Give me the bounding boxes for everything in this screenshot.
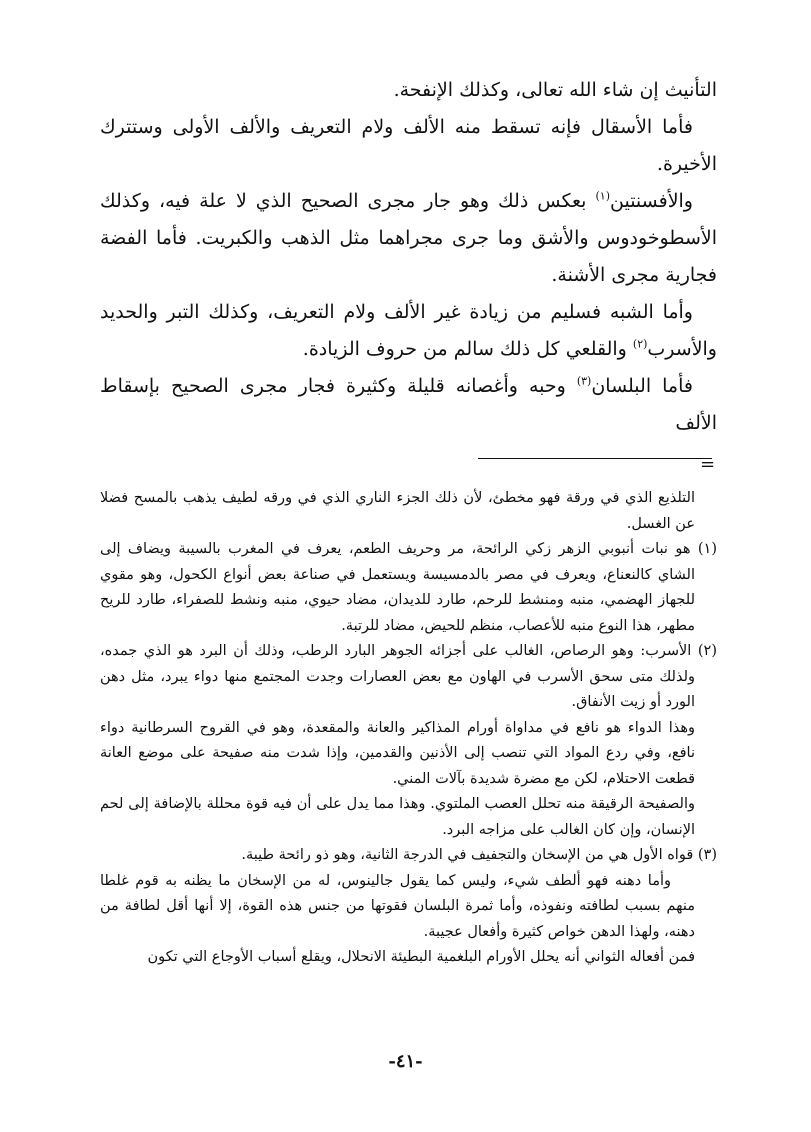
footnote-3-paragraph-2: وأما دهنه فهو ألطف شيء، وليس كما يقول جالينوس، له من الإسخان ما يظنه به قوم غلطا منهم بسبب لطافته ونفوذه، وأما ثمرة البلسان فقوتها من جنس هذه القوة، إلا أنها أقل لطافة من دهنه، ولهذا الدهن خواص كثيرة وأفعال عجيبة. (100, 872, 695, 940)
paragraph-2: فأما الأسقال فإنه تسقط منه الألف ولام التعريف والألف الأولى وستترك الأخيرة. (100, 116, 717, 175)
footnote-continuation-mark: = (700, 454, 716, 475)
footnote-2: (٢) الأسرب: وهو الرصاص، الغالب على أجزائه الجوهر البارد الرطب، وذلك أن البرد هو الذي جمده، ولذلك متى سحق الأسرب في الهاون مع بعض العصارات وجدت المجتمع منها دواء يبرد، مثل دهن الورد أو زيت الأنفاق. (100, 643, 717, 710)
paragraph-4: وأما الشبه فسليم من زيادة غير الألف ولام التعريف، وكذلك التبر والحديد والأسرب$^{(٢)}$ والقلعي كل ذلك سالم من حروف الزيادة. (100, 301, 717, 360)
footnote-3: (٣) قواه الأول هي من الإسخان والتجفيف في الدرجة الثانية، وهو ذو رائحة طيبة. (241, 847, 717, 863)
footnote-1: (١) هو نبات أنبوبي الزهر زكي الرائحة، مر وحريف الطعم، يعرف في المغرب بالسيبة ويضاف إلى الشاي كالنعناع، ويعرف في مصر بالدمسيسة ويستعمل في صناعة بعض أنواع الكحول، وهو مقوي للجهاز الهضمي، منبه ومنشط للرحم، طارد للديدان، مضاد حيوي، منبه ونشط للصفراء، طارد للريح مطهر، هذا النوع منبه للأعصاب، منظم للحيض، مضاد للرتبة. (100, 541, 717, 634)
footnotes (100, 486, 717, 971)
paragraph-1: التأنيث إن شاء الله تعالى، وكذلك الإنفحة. (393, 79, 717, 101)
footnote-continuation: التلذيع الذي في ورقة فهو مخطئ، لأن ذلك الجزء الناري الذي في ورقه لطيف يذهب بالمسح فضلا عن الغسل. (100, 490, 695, 532)
paragraph-5: فأما البلسان$^{(٣)}$ وحبه وأغصانه قليلة وكثيرة فجار مجرى الصحيح بإسقاط الألف (100, 374, 717, 434)
footnote-ref-2: (٢) (632, 337, 648, 351)
footnote-ref-1: (١) (595, 189, 610, 203)
footnote-2-paragraph-3: والصفيحة الرقيقة منه تحلل العصب الملتوي. وهذا مما يدل على أن فيه قوة محللة بالإضافة إلى لحم الإنسان، وإن كان الغالب على مزاجه البرد. (100, 796, 695, 838)
paragraph-3: والأفسنتين$^{(١)}$ بعكس ذلك وهو جار مجرى الصحيح الذي لا علة فيه، وكذلك الأسطوخودوس والأشق وما جرى مجراهما مثل الذهب والكبريت. فأما الفضة فجارية مجرى الأشنة. (100, 189, 717, 286)
page-number: -٤١- (388, 1051, 423, 1072)
footnote-2-paragraph-2: وهذا الدواء هو نافع في مداواة أورام المذاكير والعانة والمقعدة، وهو في القروح السرطانية دواء نافع، وفي ردع المواد التي تنصب إلى الأذنين والقدمين، وإذا شدت منه صفيحة على موضع العانة قطعت الاحتلام، لكن مع مضرة شديدة بآلات المني. (100, 719, 695, 787)
footnote-3-paragraph-3: فمن أفعاله الثواني أنه يحلل الأورام البلغمية البطيئة الانحلال، ويقلع أسباب الأوجاع التي تكون (147, 949, 695, 965)
main-text (100, 72, 717, 442)
footnote-separator (478, 458, 712, 459)
footnote-ref-3: (٣) (576, 374, 592, 388)
